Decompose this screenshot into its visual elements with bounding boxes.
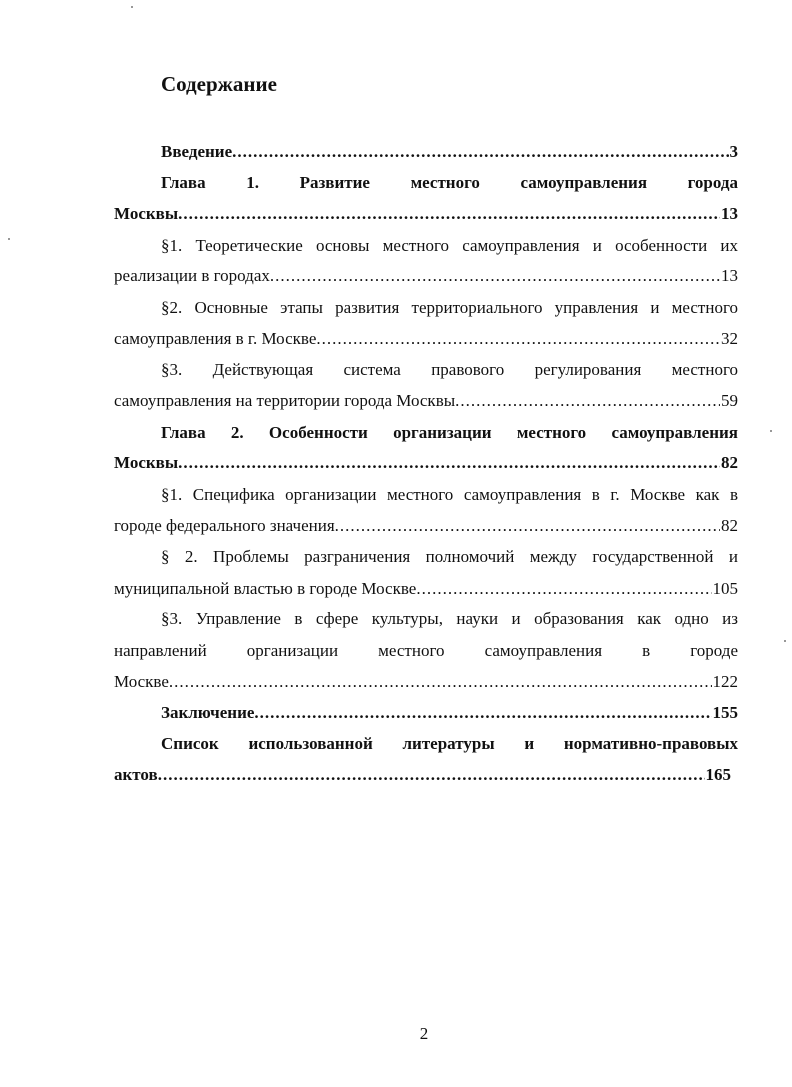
dot-leader xyxy=(232,139,728,165)
toc-entry-label: §2. Основные этапы развития территориального управления и местного xyxy=(161,298,738,317)
dot-leader xyxy=(158,762,705,788)
toc-page-number: 13 xyxy=(721,266,738,285)
toc-page-number: 105 xyxy=(712,579,738,598)
dot-leader xyxy=(169,669,712,695)
toc-entry-1-1[interactable] xyxy=(161,233,738,259)
toc-entry-2-2[interactable] xyxy=(161,544,738,570)
dot-leader xyxy=(254,700,711,726)
toc-entry-label: §1. Теоретические основы местного самоуправления и особенности их xyxy=(161,236,738,255)
toc-entry-label: реализации в городах xyxy=(114,266,270,285)
toc-entry-bibliography-cont[interactable] xyxy=(114,762,731,788)
toc-entry-label: направлений организации местного самоуправления в городе xyxy=(114,641,738,660)
toc-entry-label: Москвы xyxy=(114,204,179,223)
toc-entry-introduction[interactable] xyxy=(161,139,738,165)
toc-entry-label: §3. Управление в сфере культуры, науки и образования как одно из xyxy=(161,609,738,628)
toc-entry-chapter-2[interactable] xyxy=(161,420,738,446)
toc-entry-label: Список использованной литературы и нормативно-правовых xyxy=(161,734,738,753)
toc-entry-1-2[interactable] xyxy=(161,295,738,321)
toc-entry-label: §3. Действующая система правового регулирования местного xyxy=(161,360,738,379)
toc-entry-2-3-cont[interactable] xyxy=(114,638,738,664)
toc-page-number: 32 xyxy=(721,329,738,348)
toc-entry-1-3[interactable] xyxy=(161,357,738,383)
toc-entry-1-2-cont[interactable] xyxy=(114,326,738,352)
toc-entry-label: Заключение xyxy=(161,703,255,722)
toc-entry-label: актов xyxy=(114,765,158,784)
toc-page-number: 13 xyxy=(721,204,738,223)
toc-entry-label: городе федерального значения xyxy=(114,516,335,535)
toc-page-number: 165 xyxy=(705,765,731,784)
toc-page-number: 82 xyxy=(721,516,738,535)
toc-entry-2-3-cont-2[interactable] xyxy=(114,669,738,695)
toc-entry-label: самоуправления на территории города Москвы xyxy=(114,391,456,410)
scan-speck xyxy=(8,238,10,240)
toc-entry-1-3-cont[interactable] xyxy=(114,388,738,414)
toc-entry-2-1-cont[interactable] xyxy=(114,513,738,539)
toc-entry-chapter-2-cont[interactable] xyxy=(114,450,738,476)
toc-page-number: 155 xyxy=(712,703,738,722)
toc-entry-2-1[interactable] xyxy=(161,482,738,508)
dot-leader xyxy=(316,326,720,352)
dot-leader xyxy=(178,450,720,476)
toc-page-number: 82 xyxy=(721,453,738,472)
toc-entry-label: Москвы xyxy=(114,453,179,472)
dot-leader xyxy=(270,263,720,289)
toc-entry-label: Москве xyxy=(114,672,169,691)
page-number: 2 xyxy=(419,1024,429,1043)
toc-entry-2-3[interactable] xyxy=(161,606,738,632)
toc-entry-chapter-1-cont[interactable] xyxy=(114,201,738,227)
dot-leader xyxy=(416,576,711,602)
toc-entry-label: Глава 1. Развитие местного самоуправления города xyxy=(161,173,738,192)
page-title: Содержание xyxy=(161,72,277,96)
toc-entry-label: самоуправления в г. Москве xyxy=(114,329,317,348)
toc-entry-conclusion[interactable] xyxy=(161,700,738,726)
scan-speck xyxy=(131,6,133,8)
dot-leader xyxy=(455,388,720,414)
dot-leader xyxy=(178,201,720,227)
toc-entry-1-1-cont[interactable] xyxy=(114,263,738,289)
toc-entry-label: Глава 2. Особенности организации местного самоуправления xyxy=(161,423,738,442)
toc-entry-chapter-1[interactable] xyxy=(161,170,738,196)
toc-entry-label: Введение xyxy=(161,142,233,161)
toc-entry-label: муниципальной властью в городе Москве xyxy=(114,579,417,598)
dot-leader xyxy=(335,513,720,539)
toc-page-number: 3 xyxy=(729,142,738,161)
toc-entry-2-2-cont[interactable] xyxy=(114,576,738,602)
toc-entry-label: §1. Специфика организации местного самоуправления в г. Москве как в xyxy=(161,485,738,504)
toc-page-number: 122 xyxy=(712,672,738,691)
scan-speck xyxy=(784,640,786,642)
toc-entry-bibliography[interactable] xyxy=(161,731,738,757)
toc-entry-label: § 2. Проблемы разграничения полномочий между государственной и xyxy=(161,547,738,566)
toc-page-number: 59 xyxy=(721,391,738,410)
scan-speck xyxy=(770,430,772,432)
